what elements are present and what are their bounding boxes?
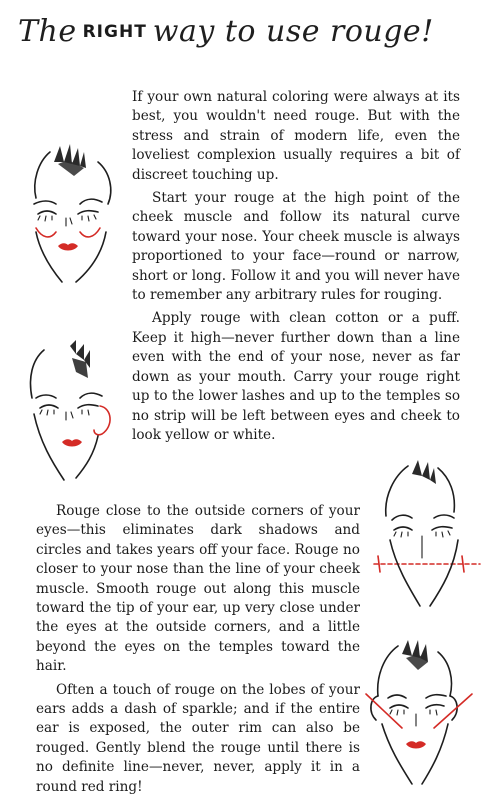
face-cheek-curve-illustration [14,142,124,292]
title-script-the: The [18,14,77,49]
paragraph: If your own natural coloring were always at its best, you wouldn't need rouge. But with the stress and strain of modern life, even the loveliest complexion usually requires a bit of discreet touching up. [132,89,460,183]
title-bold-right: RIGHT [82,22,147,42]
face-dashed-line-illustration [368,460,488,610]
body-text-upper [132,88,460,449]
body-text-lower [36,502,360,801]
paragraph: Apply rouge with clean cotton or a puff. Keep it high—never further down than a line even with the end of your nose, never as far down as your mouth. Carry your rouge right up to the lower lashes and up to the temples so no strip will be left between eyes and cheek to look yellow or white. [132,310,460,443]
paragraph: Often a touch of rouge on the lobes of your ears adds a dash of sparkle; and if the entire ear is exposed, the outer rim can also be rouged. Gently blend the rouge until there is no definite line—never, never, apply it in a round red ring! [36,681,360,795]
title-script-rest: way to use rouge! [152,14,434,49]
paragraph: Rouge close to the outside corners of your eyes—this eliminates dark shadows and circles and takes years off your face. Rouge no closer to your nose than the line of your cheek muscle. Smooth rouge out along this muscle toward the tip of your ear, up very close under the eyes at the outside corners, and a little beyond the eyes on the temples toward the hair. [36,503,360,675]
paragraph: Start your rouge at the high point of the cheek muscle and follow its natural curve toward your nose. Your cheek muscle is always proportioned to your face—round or narrow, short or long. Follow it and you will never have to remember any arbitrary rules for rouging. [132,190,460,304]
face-profile-ear-illustration [14,338,124,488]
face-temple-lines-illustration [362,636,482,786]
page-title [18,14,488,62]
